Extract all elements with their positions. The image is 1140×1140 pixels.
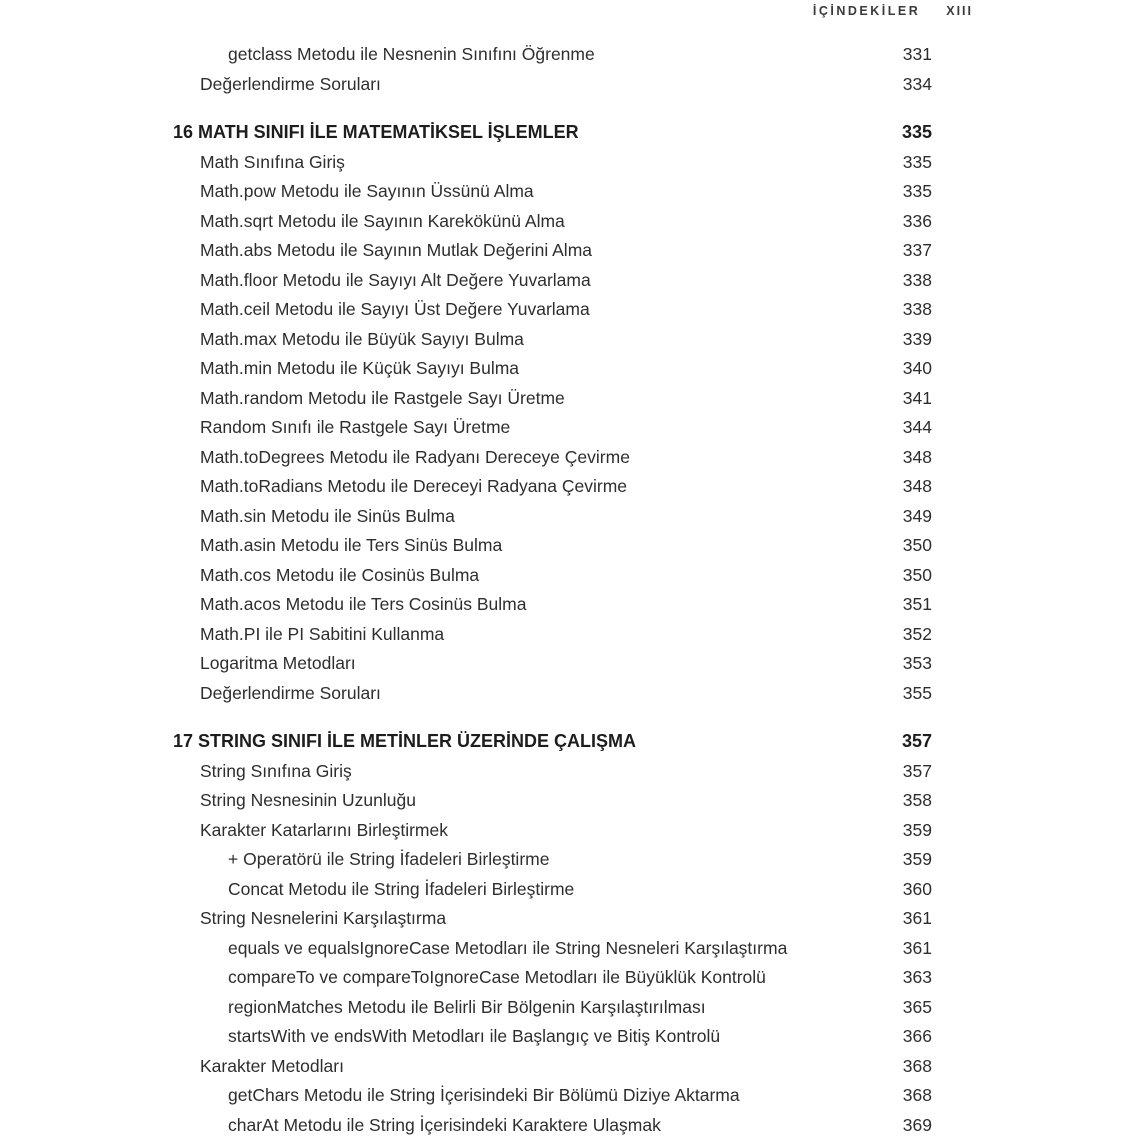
toc-entry <box>173 561 932 591</box>
toc-entry <box>173 590 932 620</box>
toc-entry <box>173 354 932 384</box>
toc-entry-title: Math.asin Metodu ile Ters Sinüs Bulma <box>200 535 503 555</box>
toc-entry <box>173 845 932 875</box>
toc-entry-title: Math.toDegrees Metodu ile Radyanı Dereceye Çevirme <box>200 446 630 467</box>
toc-entry <box>173 1111 932 1140</box>
toc-entry-page: 348 <box>902 446 932 467</box>
toc-entry <box>173 1052 932 1082</box>
toc-entry-title: String Nesnelerini Karşılaştırma <box>200 908 447 928</box>
toc-entry <box>173 904 932 934</box>
toc-entry-page: 344 <box>902 417 932 437</box>
toc-entry-title: Math.abs Metodu ile Sayının Mutlak Değerini Alma <box>200 240 592 260</box>
toc-entry-page: 350 <box>902 535 932 555</box>
toc-entry-page: 331 <box>902 44 932 64</box>
toc-entry-page: 352 <box>902 623 932 644</box>
toc-entry-page: 341 <box>902 387 932 408</box>
toc-entry <box>173 40 932 70</box>
toc-entry <box>173 118 932 148</box>
toc-entry <box>173 177 932 207</box>
toc-entry-title: Concat Metodu ile String İfadeleri Birleştirme <box>228 878 575 899</box>
toc-entry-title: Değerlendirme Soruları <box>200 73 381 94</box>
toc-entry-page: 360 <box>902 878 932 899</box>
toc-entry-title: 16 MATH SINIFI İLE MATEMATİKSEL İŞLEMLER <box>173 122 579 142</box>
toc-entry-title: + Operatörü ile String İfadeleri Birleştirme <box>228 849 550 869</box>
toc-entry <box>173 1081 932 1111</box>
toc-entry <box>173 875 932 905</box>
toc-entry-title: Math.sin Metodu ile Sinüs Bulma <box>200 505 455 526</box>
toc-entry-page: 369 <box>902 1114 932 1135</box>
toc-entry <box>173 757 932 787</box>
toc-entry-page: 361 <box>902 937 932 958</box>
toc-entry-title: Math.floor Metodu ile Sayıyı Alt Değere Yuvarlama <box>200 269 591 290</box>
toc-entry <box>173 295 932 325</box>
toc-entry <box>173 502 932 532</box>
toc-entry-page: 355 <box>902 682 932 703</box>
toc-entry-title: Karakter Metodları <box>200 1055 344 1076</box>
toc-entry-title: Logaritma Metodları <box>200 653 356 673</box>
toc-entry-page: 368 <box>902 1085 932 1105</box>
toc-entry <box>173 963 932 993</box>
toc-entry-title: getChars Metodu ile String İçerisindeki Bir Bölümü Diziye Aktarma <box>228 1085 740 1105</box>
toc-entry <box>173 649 932 679</box>
toc-entry <box>173 236 932 266</box>
toc-entry <box>173 993 932 1023</box>
toc-entry-page: 336 <box>902 210 932 231</box>
toc-entry-title: regionMatches Metodu ile Belirli Bir Bölgenin Karşılaştırılması <box>228 996 706 1017</box>
toc-entry-page: 357 <box>901 731 932 751</box>
toc-entry <box>173 266 932 296</box>
toc-entry-page: 334 <box>902 73 932 94</box>
toc-entry-title: Math Sınıfına Giriş <box>200 151 345 172</box>
toc-entry-page: 337 <box>902 240 932 260</box>
toc-entry-title: Math.random Metodu ile Rastgele Sayı Üretme <box>200 387 565 408</box>
toc-entry-page: 359 <box>902 849 932 869</box>
toc-entry-page: 335 <box>902 151 932 172</box>
toc-entry-title: Math.PI ile PI Sabitini Kullanma <box>200 623 445 644</box>
toc-entry <box>173 148 932 178</box>
toc-entry-page: 335 <box>901 122 932 142</box>
toc-entry-page: 363 <box>902 967 932 987</box>
toc-entry-page: 340 <box>902 358 932 378</box>
toc-entry-title: Random Sınıfı ile Rastgele Sayı Üretme <box>200 417 511 437</box>
toc-entry-title: Math.acos Metodu ile Ters Cosinüs Bulma <box>200 594 527 614</box>
toc-entry-title: compareTo ve compareToIgnoreCase Metodları ile Büyüklük Kontrolü <box>228 967 766 987</box>
toc-entry-page: 353 <box>902 653 932 673</box>
toc-entry-title: 17 STRING SINIFI İLE METİNLER ÜZERİNDE ÇALIŞMA <box>173 731 637 751</box>
toc-entry-title: charAt Metodu ile String İçerisindeki Karaktere Ulaşmak <box>228 1114 661 1135</box>
toc-entry-title: Math.toRadians Metodu ile Dereceyi Radyana Çevirme <box>200 476 628 496</box>
toc-entry-title: Değerlendirme Soruları <box>200 682 381 703</box>
toc-entry-page: 335 <box>902 181 932 201</box>
toc-entry <box>173 1022 932 1052</box>
toc-entry <box>173 472 932 502</box>
page-number-roman: XIII <box>946 4 973 18</box>
toc-entry-page: 358 <box>902 790 932 810</box>
toc-entry-title: Math.max Metodu ile Büyük Sayıyı Bulma <box>200 328 524 349</box>
toc-entry-page: 339 <box>902 328 932 349</box>
toc-entry <box>173 786 932 816</box>
toc-entry <box>173 413 932 443</box>
toc-entry-title: Math.ceil Metodu ile Sayıyı Üst Değere Yuvarlama <box>200 299 590 319</box>
toc-entry-title: String Sınıfına Giriş <box>200 760 352 781</box>
toc-entry-page: 351 <box>902 594 932 614</box>
toc-entry-title: getclass Metodu ile Nesnenin Sınıfını Öğrenme <box>228 44 595 64</box>
toc-entry <box>173 727 932 757</box>
toc-entry <box>173 70 932 100</box>
toc-entry-page: 350 <box>902 564 932 585</box>
running-header <box>813 4 973 18</box>
toc-entry-page: 348 <box>902 476 932 496</box>
running-header-title: İÇİNDEKİLER <box>812 4 921 18</box>
toc-entry <box>173 816 932 846</box>
toc-entry-page: 349 <box>902 505 932 526</box>
toc-entry-title: String Nesnesinin Uzunluğu <box>200 790 416 810</box>
toc-entry <box>173 207 932 237</box>
toc-entry-title: Math.pow Metodu ile Sayının Üssünü Alma <box>200 181 534 201</box>
toc-entry-title: Karakter Katarlarını Birleştirmek <box>200 819 448 840</box>
toc-entry-title: Math.cos Metodu ile Cosinüs Bulma <box>200 564 480 585</box>
toc-entry-title: equals ve equalsIgnoreCase Metodları ile String Nesneleri Karşılaştırma <box>228 937 788 958</box>
toc-entry-title: startsWith ve endsWith Metodları ile Başlangıç ve Bitiş Kontrolü <box>228 1026 721 1046</box>
toc-entry <box>173 934 932 964</box>
toc-entry-page: 338 <box>902 269 932 290</box>
toc-entry-page: 357 <box>902 760 932 781</box>
toc-entry-page: 368 <box>902 1055 932 1076</box>
toc-entry-page: 366 <box>902 1026 932 1046</box>
toc-entry-page: 338 <box>902 299 932 319</box>
toc-entry <box>173 679 932 709</box>
toc-entry-page: 365 <box>902 996 932 1017</box>
toc-entry <box>173 620 932 650</box>
toc-list <box>173 40 932 1140</box>
toc-entry-title: Math.sqrt Metodu ile Sayının Karekökünü Alma <box>200 210 565 231</box>
toc-entry <box>173 531 932 561</box>
toc-entry-page: 359 <box>902 819 932 840</box>
toc-entry <box>173 384 932 414</box>
toc-entry <box>173 443 932 473</box>
toc-entry <box>173 325 932 355</box>
toc-entry-page: 361 <box>902 908 932 928</box>
toc-entry-title: Math.min Metodu ile Küçük Sayıyı Bulma <box>200 358 520 378</box>
